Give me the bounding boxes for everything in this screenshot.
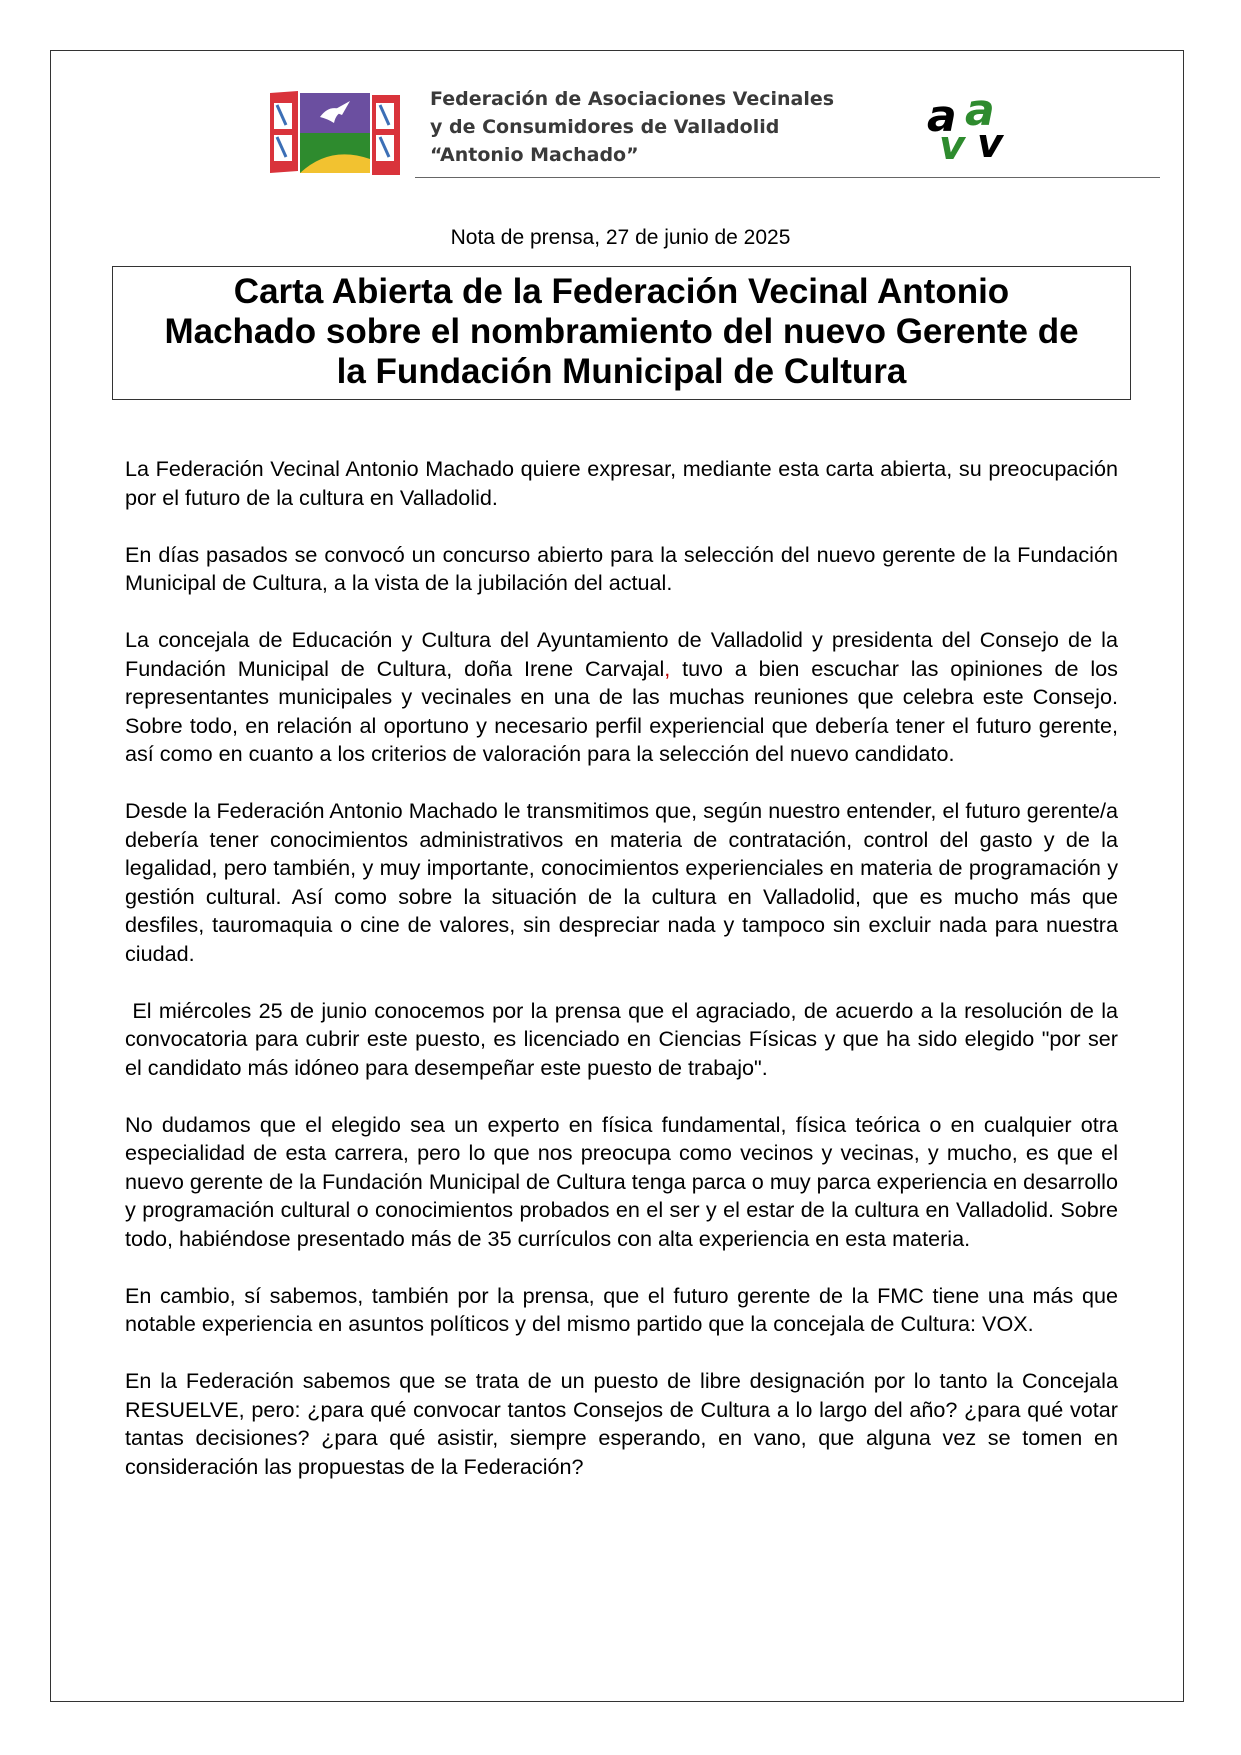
federation-name bbox=[430, 85, 834, 169]
paragraph-2: En días pasados se convocó un concurso abierto para la selección del nuevo gerente de la Fundación Municipal de Cultura, a la vista de la jubilación del actual. bbox=[125, 541, 1118, 595]
aavv-logo-v2: v bbox=[977, 121, 1004, 163]
federation-name-line3: “Antonio Machado” bbox=[430, 144, 639, 166]
paragraph-3-part-b: tuvo a bien escuchar las opiniones de los representantes municipales y vecinales en una de las muchas reuniones que celebra este Consejo. Sobre todo, en relación al oportuno y necesario perfil experiencial que debería tener el futuro gerente, así como en cuanto a los criterios de valoración para la selección del nuevo candidato. bbox=[125, 655, 1118, 766]
header-rule bbox=[415, 177, 1160, 178]
document-title bbox=[112, 266, 1131, 400]
federation-window-logo bbox=[270, 89, 400, 177]
letter-body bbox=[125, 455, 1124, 1510]
letterhead bbox=[270, 85, 1160, 181]
paragraph-3-red-comma: , bbox=[664, 655, 671, 681]
federation-name-line2: y de Consumidores de Valladolid bbox=[430, 116, 780, 138]
paragraph-6: No dudamos que el elegido sea un experto en física fundamental, física teórica o en cualquier otra especialidad de esta carrera, pero lo que nos preocupa como vecinos y vecinas, y mucho, es que el nuevo gerente de la Fundación Municipal de Cultura tenga parca o muy parca experiencia en desarrollo y programación cultural o conocimientos probados en el ser y el estar de la cultura en Valladolid. Sobre todo, habiéndose presentado más de 35 currículos con alta experiencia en esta materia. bbox=[125, 1111, 1118, 1251]
paragraph-1: La Federación Vecinal Antonio Machado quiere expresar, mediante esta carta abierta, su preocupación por el futuro de la cultura en Valladolid. bbox=[125, 456, 1118, 510]
paragraph-5: El miércoles 25 de junio conocemos por la prensa que el agraciado, de acuerdo a la resolución de la convocatoria para cubrir este puesto, es licenciado en Ciencias Físicas y que ha sido elegido "por ser el candidato más idóneo para desempeñar este puesto de trabajo". bbox=[125, 997, 1124, 1080]
aavv-logo bbox=[925, 91, 1030, 163]
aavv-logo-a2: a bbox=[965, 91, 995, 136]
federation-name-line1: Federación de Asociaciones Vecinales bbox=[430, 88, 835, 110]
press-release-date: Nota de prensa, 27 de junio de 2025 bbox=[450, 226, 791, 249]
paragraph-3-part-a: La concejala de Educación y Cultura del Ayuntamiento de Valladolid y presidenta del Consejo de la Fundación Municipal de Cultura, doña Irene Carvajal bbox=[125, 627, 1118, 681]
aavv-logo-v1: v bbox=[939, 123, 966, 163]
paragraph-3 bbox=[125, 626, 1118, 769]
paragraph-4: Desde la Federación Antonio Machado le transmitimos que, según nuestro entender, el futuro gerente/a debería tener conocimientos administrativos en materia de contratación, control del gasto y de la legalidad, pero también, y muy importante, conocimientos experienciales en materia de programación y gestión cultural. Así como sobre la situación de la cultura en Valladolid, que es mucho más que desfiles, tauromaquia o cine de valores, sin despreciar nada y tampoco sin excluir nada para nuestra ciudad. bbox=[125, 798, 1118, 966]
title-line2: Machado sobre el nombramiento del nuevo Gerente de bbox=[164, 312, 1079, 351]
title-line3: la Fundación Municipal de Cultura bbox=[336, 352, 907, 391]
paragraph-7: En cambio, sí sabemos, también por la prensa, que el futuro gerente de la FMC tiene una más que notable experiencia en asuntos políticos y del mismo partido que la concejala de Cultura: VOX. bbox=[125, 1282, 1118, 1336]
paragraph-8: En la Federación sabemos que se trata de un puesto de libre designación por lo tanto la Concejala RESUELVE, pero: ¿para qué convocar tantos Consejos de Cultura a lo largo del año? ¿para qué votar tantas decisiones? ¿para qué asistir, siempre esperando, en vano, que alguna vez se tomen en consideración las propuestas de la Federación? bbox=[125, 1368, 1118, 1479]
aavv-logo-a1: a bbox=[927, 91, 957, 142]
title-line1: Carta Abierta de la Federación Vecinal Antonio bbox=[233, 272, 1010, 311]
